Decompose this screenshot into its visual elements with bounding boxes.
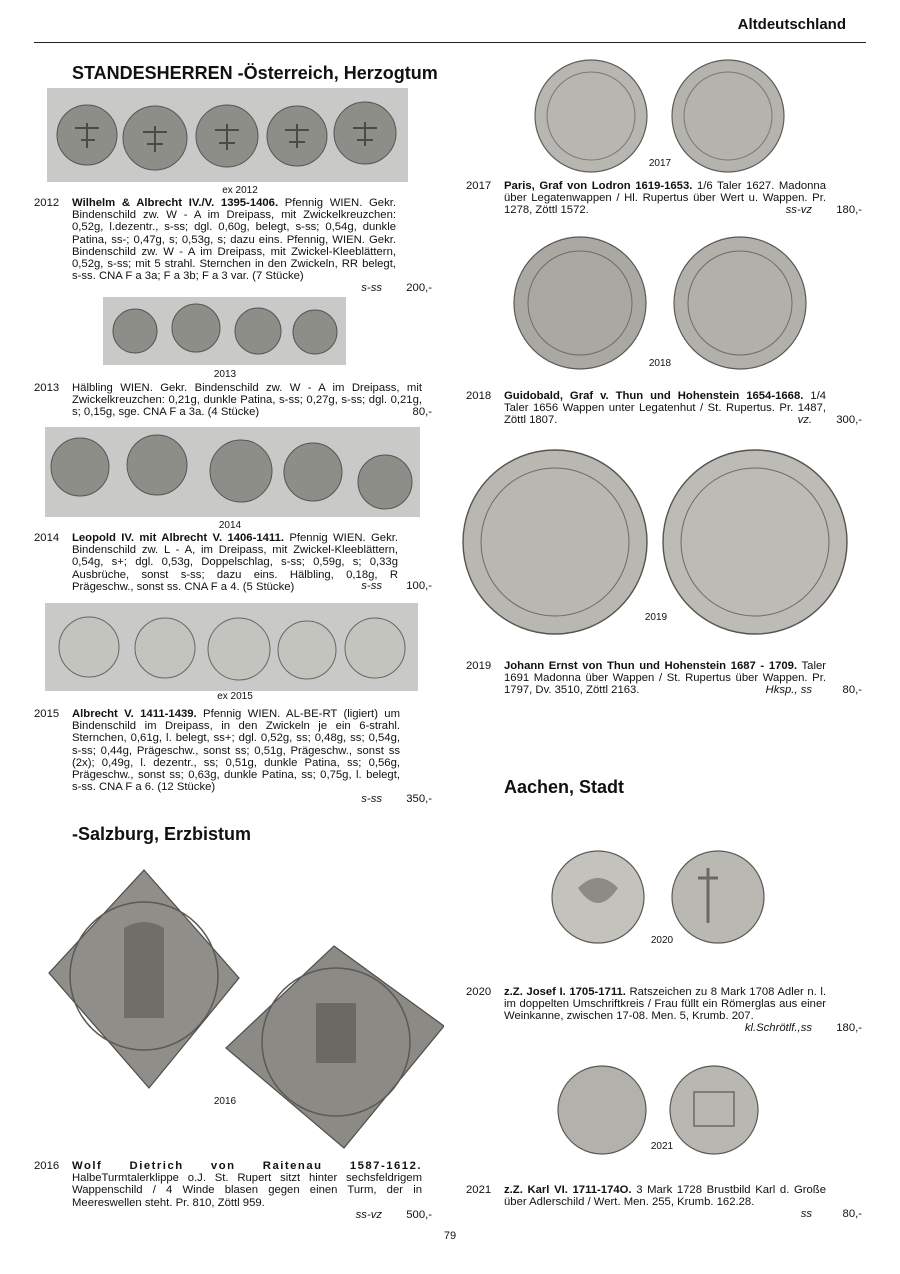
lot-title: Albrecht V. 1411-1439. [72,708,197,720]
lot-grade: ss [800,1208,812,1220]
lot-price: 300,- [836,414,862,426]
caption-2016: 2016 [213,1096,237,1107]
coin-image-2020 [548,848,770,946]
lot-grade: ss-vz [355,1209,382,1221]
coin-photo-2014 [45,427,420,517]
lot-title: Guidobald, Graf v. Thun und Hohenstein 1654-1668. [504,390,804,402]
lot-title: Leopold IV. mit Albrecht V. 1406-1411. [72,532,284,544]
coin-photo-2017 [528,58,794,173]
lot-grade: ss-vz [785,204,812,216]
lot-text: Pfennig WIEN. Gekr. Bindenschild zw. W - A im Dreipass, mit Zwickelkreuzchen: 0,52g, l.dezentr., s-ss; dgl. 0,60g, belegt, s-ss; 0,54g, dunkle Patina, ss-; 0,47g, s; 0,53g, s; dazu eins. Pfennig, WIEN. Gekr. Bindenschild zw. W - A im Dreipass, mit Zwickel-Kleeblättern, 0,52g, s-ss; mit 5 strahl. Sternchen in den Zwickeln, RR belegt, s-ss. CNA F a 3a; F a 3b; F a 3 var. (7 Stücke) [72,197,396,283]
lot-2018 [466,390,862,430]
coin-image-2019 [459,446,851,638]
lot-grade: s-ss [361,793,382,805]
lot-price: 80,- [842,684,862,696]
lot-number: 2015 [34,708,60,720]
lot-2016 [34,1160,432,1222]
coin-image-2017 [528,58,794,173]
lot-description [504,390,826,427]
lot-price: 180,- [836,1022,862,1034]
lot-price: 100,- [406,580,432,592]
lot-number: 2013 [34,382,60,394]
lot-title: Wilhelm & Albrecht IV./V. 1395-1406. [72,197,279,209]
coin-photo-2015 [45,603,418,691]
lot-price: 500,- [406,1209,432,1221]
lot-grade: Hksp., ss [765,684,812,696]
caption-2014: 2014 [218,520,242,531]
coin-photo-2019 [459,446,851,638]
coin-photo-2013 [103,297,346,365]
caption-2013: 2013 [213,369,237,380]
lot-number: 2021 [466,1184,492,1196]
coin-image-2015 [45,603,418,691]
lot-text: Ratszeichen zu 8 Mark 1708 Adler n. l. im doppelten Umschriftkreis / Frau füllt ein Römerglas aus einer Weinkanne, zwischen 17-08. Men. 5, Krumb. 207. [504,986,826,1023]
lot-2014 [34,532,432,596]
lot-number: 2018 [466,390,492,402]
caption-2020: 2020 [650,935,674,946]
lot-text: 1/6 Taler 1627. Madonna über Legatenwappen / Hl. Rupertus über Wert u. Wappen. Pr. 1278, Zöttl 1572. [504,180,826,217]
lot-2019 [466,660,862,700]
header-divider [34,42,866,43]
lot-title: Wolf Dietrich von Raitenau 1587-1612. [72,1160,422,1172]
lot-text: Hälbling WIEN. Gekr. Bindenschild zw. W - A im Dreipass, mit Zwickelkreuzchen: 0,21g, dunkle Patina, s-ss; 0,27g, s-ss; dgl. 0,21g, s; 0,15g, sge. CNA F a 3a. (4 Stücke) [72,382,422,419]
coin-photo-2012 [47,88,408,182]
lot-number: 2012 [34,197,60,209]
lot-title: Paris, Graf von Lodron 1619-1653. [504,180,693,192]
lot-price: 350,- [406,793,432,805]
page-number: 79 [443,1230,457,1242]
lot-text: Pfennig WIEN. Gekr. Bindenschild zw. L - A, im Dreipass, mit Zwickel-Kleeblättern, 0,54g, s+; dgl. 0,53g, Doppelschlag, s-ss; 0,59g, s; 0,33g Ausbrüche, sonst s-ss; dazu eins. Hälbling, 0,18g, R Prägeschw., sonst ss. CNA F a 4. (5 Stücke) [72,532,399,593]
lot-description [72,1160,422,1209]
lot-2020 [466,986,862,1038]
lot-2015 [34,708,432,808]
lot-description [72,197,396,282]
lot-price: 200,- [406,282,432,294]
heading-salzburg: -Salzburg, Erzbistum [72,824,252,844]
caption-2019: 2019 [644,612,668,623]
lot-description [72,382,422,419]
heading-aachen: Aachen, Stadt [504,777,625,797]
lot-grade: s-ss [361,580,382,592]
lot-2012 [34,197,432,297]
lot-price: 180,- [836,204,862,216]
caption-2021: 2021 [650,1141,674,1152]
coin-image-2013 [103,297,346,365]
lot-price: 80,- [412,406,432,418]
lot-text: Taler 1691 Madonna über Wappen / St. Rupertus über Wappen. Pr. 1797, Dv. 3510, Zöttl 2163. [504,660,826,697]
lot-2017 [466,180,862,220]
lot-title: Johann Ernst von Thun und Hohenstein 1687 - 1709. [504,660,798,672]
lot-description [504,1184,826,1208]
lot-title: z.Z. Karl VI. 1711-174O. [504,1184,632,1196]
lot-text: Pfennig WIEN. AL-BE-RT (ligiert) um Bindenschild im Dreipass, in den Zwickeln je ein 6-strahl. Sternchen, 0,61g, l. belegt, ss+; dgl. 0,52g, ss; 0,48g, ss; 0,54g, s-ss; 0,44g, Prägeschw., sonst ss; 0,51g, Prägeschw., sonst ss (2x); 0,49g, l. dezentr., ss; 0,51g, dunkle Patina, ss; 0,56g, Prägeschw., sonst ss; 0,63g, dunkle Patina, ss; 0,75g, l. belegt, s-ss. CNA F a 6. (12 Stücke) [72,708,400,794]
heading-standesherren: STANDESHERREN -Österreich, Herzogtum [72,63,438,83]
lot-price: 80,- [842,1208,862,1220]
lot-2021 [466,1184,862,1224]
lot-description [504,986,826,1023]
lot-grade: s-ss [361,282,382,294]
caption-2018: 2018 [648,358,672,369]
caption-2012: ex 2012 [222,185,258,196]
lot-number: 2020 [466,986,492,998]
page-section-title: Altdeutschland [737,16,846,33]
lot-number: 2019 [466,660,492,672]
lot-number: 2016 [34,1160,60,1172]
lot-description [72,708,400,793]
lot-text: 3 Mark 1728 Brustbild Karl d. Große über Adlerschild / Wert. Men. 255, Krumb. 162.28. [504,1184,826,1209]
lot-number: 2017 [466,180,492,192]
lot-grade: kl.Schrötlf.,ss [744,1022,812,1034]
lot-description [504,180,826,217]
lot-text: HalbeTurmtalerklippe o.J. St. Rupert sitzt hinter sechsfeldrigem Wappenschild / 4 Winde blasen gegen einen Turm, der in Meereswellen steht. Pr. 810, Zöttl 959. [72,1172,422,1209]
lot-text: 1/4 Taler 1656 Wappen unter Legatenhut / St. Rupertus. Pr. 1487, Zöttl 1807. [504,390,827,427]
lot-title: z.Z. Josef I. 1705-1711. [504,986,626,998]
coin-photo-2018 [508,234,813,372]
lot-description [72,532,398,593]
coin-image-2012 [47,88,408,182]
lot-number: 2014 [34,532,60,544]
coin-image-2018 [508,234,813,372]
coin-photo-2020 [548,848,770,946]
caption-2017: 2017 [648,158,672,169]
lot-2013 [34,382,432,420]
caption-2015: ex 2015 [217,691,253,702]
lot-grade: vz. [797,414,812,426]
coin-image-2014 [45,427,420,517]
